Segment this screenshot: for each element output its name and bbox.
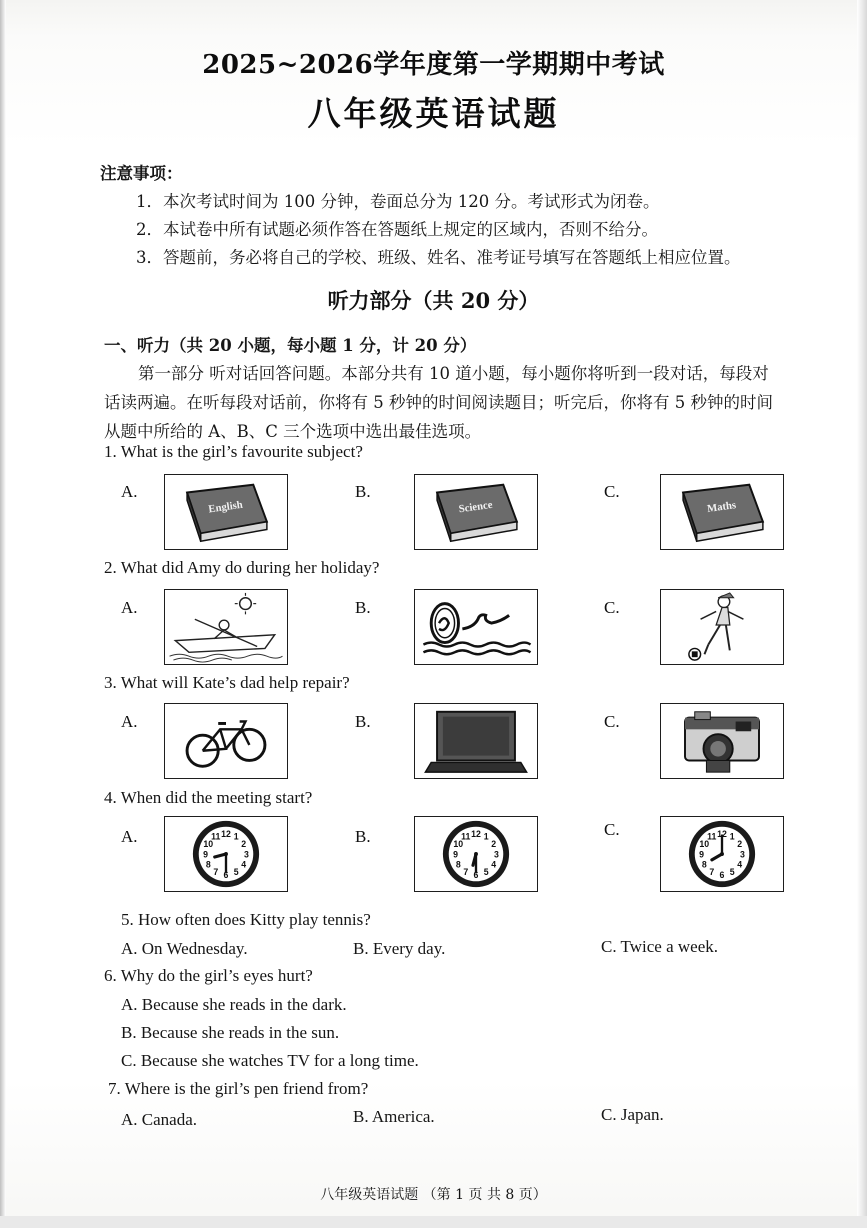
option-label: A. <box>121 482 138 501</box>
option-image <box>164 816 288 892</box>
instruction-line: 话读两遍。在听每段对话前，你将有 5 秒钟的时间阅读题目；听完后，你将有 5 秒钟的时间 <box>104 393 773 412</box>
clock-number: 3 <box>244 849 249 860</box>
clock-number: 10 <box>203 839 214 850</box>
boating-icon <box>165 590 287 664</box>
answer-option: B. Because she reads in the sun. <box>121 1023 340 1042</box>
scan-shadow-left <box>0 0 6 1228</box>
swimming-icon <box>415 590 537 664</box>
clock-number: 6 <box>223 869 229 880</box>
page-footer: 八年级英语试题 （第 1 页 共 8 页） <box>320 1187 547 1203</box>
option-image <box>660 474 784 550</box>
answer-option: B. Every day. <box>353 939 446 958</box>
laptop-icon <box>415 704 537 778</box>
clock-number: 3 <box>740 849 745 860</box>
answer-option: A. On Wednesday. <box>121 939 248 958</box>
notice-heading: 注意事项： <box>100 164 183 183</box>
clock-number: 9 <box>453 849 458 860</box>
question-7: 7. Where is the girl’s pen friend from? <box>108 1079 369 1098</box>
option-image <box>660 589 784 665</box>
notice-item: 3．答题前，务必将自己的学校、班级、姓名、准考证号填写在答题纸上相应位置。 <box>136 248 741 267</box>
answer-option: C. Japan. <box>601 1105 664 1124</box>
clock-number: 12 <box>717 828 727 839</box>
bicycle-icon <box>165 704 287 778</box>
clock-number: 1 <box>233 831 239 842</box>
exam-subtitle: 八年级英语试题 <box>307 94 560 133</box>
maths-book-icon <box>661 475 783 549</box>
exam-title: 2025~2026学年度第一学期期中考试 <box>202 50 665 80</box>
clock-number: 4 <box>241 859 247 870</box>
question-5: 5. How often does Kitty play tennis? <box>121 910 371 929</box>
answer-option: C. Because she watches TV for a long time. <box>121 1051 419 1070</box>
clock-number: 10 <box>699 839 710 850</box>
option-image <box>660 816 784 892</box>
clock-number: 7 <box>213 867 219 878</box>
option-label: A. <box>121 827 138 846</box>
clock-number: 6 <box>719 869 725 880</box>
option-image <box>414 589 538 665</box>
option-label: B. <box>355 482 371 501</box>
clock-number: 7 <box>463 867 469 878</box>
svg-text:English: English <box>207 498 244 516</box>
option-label: C. <box>604 820 620 839</box>
clock-icon <box>165 817 287 891</box>
clock-number: 12 <box>471 828 481 839</box>
option-image <box>164 474 288 550</box>
clock-number: 4 <box>491 859 497 870</box>
clock-number: 3 <box>494 849 499 860</box>
svg-text:Maths: Maths <box>706 499 737 516</box>
option-label: C. <box>604 482 620 501</box>
clock-number: 1 <box>483 831 489 842</box>
option-image <box>414 474 538 550</box>
clock-number: 8 <box>455 859 461 870</box>
notice-item: 2．本试卷中所有试题必须作答在答题纸上规定的区域内，否则不给分。 <box>136 220 658 239</box>
scan-bottom-edge <box>0 1216 867 1228</box>
clock-icon <box>415 817 537 891</box>
clock-number: 11 <box>707 831 717 842</box>
option-label: B. <box>355 598 371 617</box>
clock-number: 5 <box>483 867 489 878</box>
option-label: C. <box>604 598 620 617</box>
option-image <box>414 703 538 779</box>
option-image <box>660 703 784 779</box>
section-title: 听力部分（共 20 分） <box>327 288 540 313</box>
clock-number: 11 <box>461 831 471 842</box>
option-label: B. <box>355 827 371 846</box>
option-image <box>164 703 288 779</box>
clock-number: 1 <box>729 831 735 842</box>
question-4: 4. When did the meeting start? <box>104 788 313 807</box>
clock-number: 8 <box>701 859 707 870</box>
clock-number: 9 <box>699 849 704 860</box>
answer-option: B. America. <box>353 1107 435 1126</box>
option-label: C. <box>604 712 620 731</box>
clock-number: 4 <box>737 859 743 870</box>
notice-item: 1．本次考试时间为 100 分钟，卷面总分为 120 分。考试形式为闭卷。 <box>136 192 660 211</box>
clock-number: 11 <box>211 831 221 842</box>
svg-text:Science: Science <box>457 498 494 516</box>
english-book-icon <box>165 475 287 549</box>
clock-number: 2 <box>241 839 247 850</box>
clock-number: 5 <box>729 867 735 878</box>
answer-option: C. Twice a week. <box>601 937 718 956</box>
clock-number: 12 <box>221 828 231 839</box>
clock-number: 6 <box>473 869 479 880</box>
instruction-line: 第一部分 听对话回答问题。本部分共有 10 道小题，每小题你将听到一段对话，每段对 <box>138 364 769 383</box>
option-label: A. <box>121 712 138 731</box>
option-label: A. <box>121 598 138 617</box>
clock-number: 8 <box>205 859 211 870</box>
option-image <box>414 816 538 892</box>
option-label: B. <box>355 712 371 731</box>
scan-shadow-right <box>857 0 867 1228</box>
camera-icon <box>661 704 783 778</box>
clock-number: 5 <box>233 867 239 878</box>
question-6: 6. Why do the girl’s eyes hurt? <box>104 966 313 985</box>
clock-number: 7 <box>709 867 715 878</box>
part-heading: 一、听力（共 20 小题，每小题 1 分，计 20 分） <box>104 336 477 355</box>
answer-option: A. Canada. <box>121 1110 198 1129</box>
question-3: 3. What will Kate’s dad help repair? <box>104 673 350 692</box>
clock-number: 2 <box>737 839 743 850</box>
clock-number: 2 <box>491 839 497 850</box>
instruction-line: 从题中所给的 A、B、C 三个选项中选出最佳选项。 <box>104 422 482 441</box>
question-1: 1. What is the girl’s favourite subject? <box>104 442 363 461</box>
question-2: 2. What did Amy do during her holiday? <box>104 558 380 577</box>
clock-number: 10 <box>453 839 464 850</box>
football-icon <box>661 590 783 664</box>
option-image <box>164 589 288 665</box>
clock-icon <box>661 817 783 891</box>
clock-number: 9 <box>203 849 208 860</box>
science-book-icon <box>415 475 537 549</box>
answer-option: A. Because she reads in the dark. <box>121 995 347 1014</box>
